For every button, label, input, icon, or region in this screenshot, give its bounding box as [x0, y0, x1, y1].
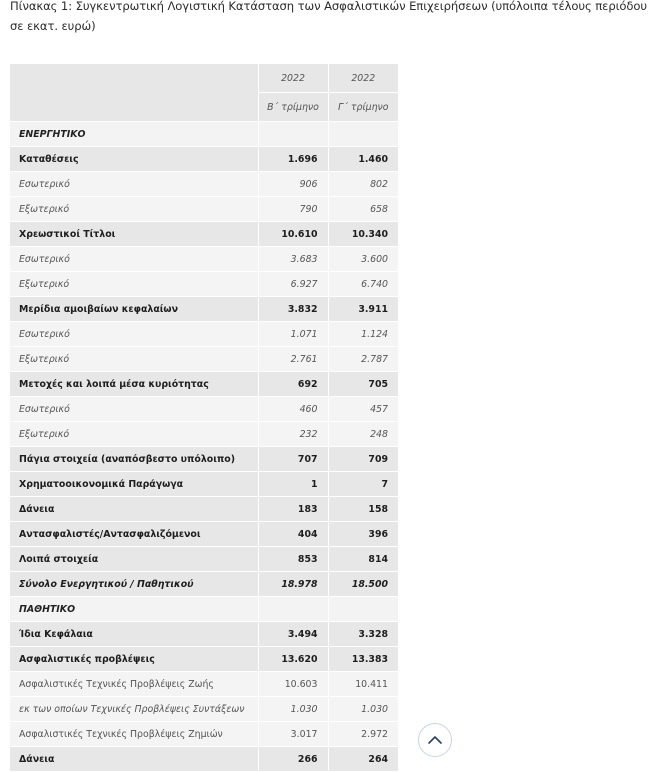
row-value-q2: 1.696: [258, 147, 328, 172]
row-label: Εξωτερικό: [10, 422, 258, 447]
table-row: [10, 547, 398, 572]
section-header-row: [10, 122, 398, 147]
row-label: Καταθέσεις: [10, 147, 258, 172]
table-row: [10, 572, 398, 597]
row-value-q2: 404: [258, 522, 328, 547]
table-row: [10, 272, 398, 297]
table-row: [10, 447, 398, 472]
table-row: [10, 197, 398, 222]
table-caption: [10, 0, 650, 36]
table-body: [10, 122, 398, 772]
row-value-q2: 790: [258, 197, 328, 222]
row-label: ΠΑΘΗΤΙΚΟ: [10, 597, 258, 622]
header-quarter-col1: Β΄ τρίμηνο: [258, 93, 328, 122]
table-row: [10, 222, 398, 247]
row-label: Εσωτερικό: [10, 172, 258, 197]
row-value-q2: 3.832: [258, 297, 328, 322]
header-corner-cell: [10, 64, 258, 122]
row-value-q3: 3.600: [328, 247, 398, 272]
row-value-q3: 6.740: [328, 272, 398, 297]
table-row: [10, 622, 398, 647]
table-row: [10, 697, 398, 722]
row-label: Εξωτερικό: [10, 272, 258, 297]
row-value-q3: [328, 122, 398, 147]
row-value-q3: 1.124: [328, 322, 398, 347]
table-row: [10, 297, 398, 322]
row-label: Εξωτερικό: [10, 347, 258, 372]
row-value-q3: 2.972: [328, 722, 398, 747]
row-value-q3: 802: [328, 172, 398, 197]
row-value-q2: [258, 597, 328, 622]
row-value-q3: 7: [328, 472, 398, 497]
table-row: [10, 722, 398, 747]
row-value-q2: 6.927: [258, 272, 328, 297]
row-value-q3: 10.411: [328, 672, 398, 697]
table-row: [10, 747, 398, 772]
chevron-up-icon: [427, 735, 443, 745]
row-label: Λοιπά στοιχεία: [10, 547, 258, 572]
scroll-to-top-button[interactable]: [418, 723, 452, 757]
table-row: [10, 397, 398, 422]
balance-sheet-table: [10, 64, 398, 772]
row-label: Αντασφαλιστές/Αντασφαλιζόμενοι: [10, 522, 258, 547]
row-value-q3: 1.030: [328, 697, 398, 722]
table-row: [10, 422, 398, 447]
row-value-q3: 457: [328, 397, 398, 422]
row-value-q3: [328, 597, 398, 622]
row-value-q3: 264: [328, 747, 398, 772]
row-value-q2: 1: [258, 472, 328, 497]
row-value-q2: 906: [258, 172, 328, 197]
row-label: Δάνεια: [10, 747, 258, 772]
row-label: εκ των οποίων Τεχνικές Προβλέψεις Συντάξεων: [10, 697, 258, 722]
row-value-q2: [258, 122, 328, 147]
row-label: Μετοχές και λοιπά μέσα κυριότητας: [10, 372, 258, 397]
row-label: Εσωτερικό: [10, 247, 258, 272]
table-row: [10, 672, 398, 697]
row-label: Ασφαλιστικές Τεχνικές Προβλέψεις Ζημιών: [10, 722, 258, 747]
row-value-q2: 853: [258, 547, 328, 572]
row-label: Ασφαλιστικές προβλέψεις: [10, 647, 258, 672]
row-label: Δάνεια: [10, 497, 258, 522]
table-row: [10, 147, 398, 172]
row-value-q3: 10.340: [328, 222, 398, 247]
table-row: [10, 172, 398, 197]
table-row: [10, 372, 398, 397]
row-value-q3: 709: [328, 447, 398, 472]
table-row: [10, 472, 398, 497]
row-label: Εσωτερικό: [10, 397, 258, 422]
row-value-q2: 3.683: [258, 247, 328, 272]
header-year-col1: 2022: [258, 64, 328, 93]
row-value-q3: 2.787: [328, 347, 398, 372]
row-value-q2: 183: [258, 497, 328, 522]
row-value-q2: 10.610: [258, 222, 328, 247]
row-label: Εξωτερικό: [10, 197, 258, 222]
row-value-q3: 13.383: [328, 647, 398, 672]
row-value-q3: 248: [328, 422, 398, 447]
row-value-q3: 18.500: [328, 572, 398, 597]
row-value-q2: 18.978: [258, 572, 328, 597]
table-row: [10, 247, 398, 272]
row-value-q3: 814: [328, 547, 398, 572]
row-label: Χρηματοοικονομικά Παράγωγα: [10, 472, 258, 497]
table-row: [10, 647, 398, 672]
row-value-q2: 707: [258, 447, 328, 472]
row-value-q3: 1.460: [328, 147, 398, 172]
row-value-q2: 1.071: [258, 322, 328, 347]
row-value-q3: 658: [328, 197, 398, 222]
row-label: Ασφαλιστικές Τεχνικές Προβλέψεις Ζωής: [10, 672, 258, 697]
row-value-q2: 266: [258, 747, 328, 772]
row-label: Ίδια Κεφάλαια: [10, 622, 258, 647]
row-label: Σύνολο Ενεργητικού / Παθητικού: [10, 572, 258, 597]
row-value-q2: 13.620: [258, 647, 328, 672]
row-value-q3: 158: [328, 497, 398, 522]
row-value-q2: 10.603: [258, 672, 328, 697]
table-row: [10, 522, 398, 547]
caption-line-2: σε εκατ. ευρώ): [10, 19, 96, 33]
row-value-q3: 396: [328, 522, 398, 547]
row-label: ΕΝΕΡΓΗΤΙΚΟ: [10, 122, 258, 147]
row-value-q2: 460: [258, 397, 328, 422]
row-label: Εσωτερικό: [10, 322, 258, 347]
header-year-col2: 2022: [328, 64, 398, 93]
section-header-row: [10, 597, 398, 622]
table-row: [10, 347, 398, 372]
row-value-q2: 3.017: [258, 722, 328, 747]
row-label: Μερίδια αμοιβαίων κεφαλαίων: [10, 297, 258, 322]
row-value-q2: 1.030: [258, 697, 328, 722]
row-value-q2: 2.761: [258, 347, 328, 372]
table-row: [10, 497, 398, 522]
table-row: [10, 322, 398, 347]
row-value-q2: 3.494: [258, 622, 328, 647]
header-quarter-col2: Γ΄ τρίμηνο: [328, 93, 398, 122]
row-label: Πάγια στοιχεία (αναπόσβεστο υπόλοιπο): [10, 447, 258, 472]
row-value-q2: 692: [258, 372, 328, 397]
row-value-q2: 232: [258, 422, 328, 447]
table-header-row-year: [10, 64, 398, 93]
row-value-q3: 3.328: [328, 622, 398, 647]
row-value-q3: 705: [328, 372, 398, 397]
row-value-q3: 3.911: [328, 297, 398, 322]
row-label: Χρεωστικοί Τίτλοι: [10, 222, 258, 247]
caption-line-1: Πίνακας 1: Συγκεντρωτική Λογιστική Κατάσταση των Ασφαλιστικών Επιχειρήσεων (υπόλοιπα τέλους περιόδου: [10, 0, 647, 13]
